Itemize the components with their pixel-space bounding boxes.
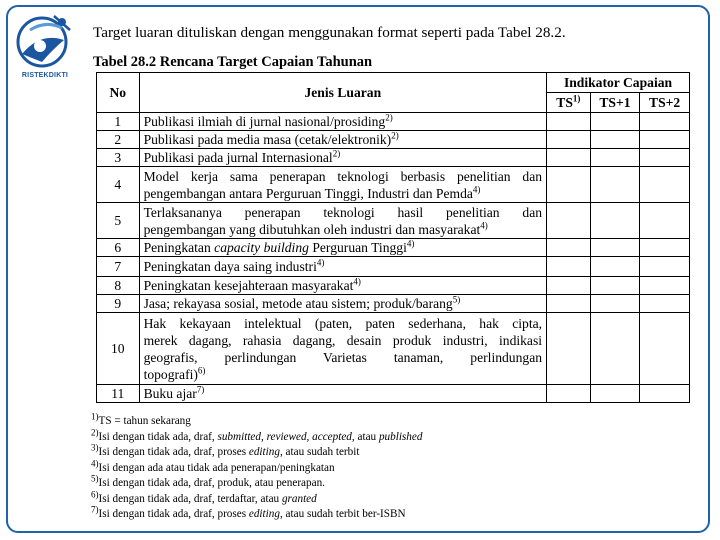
row-ts2-cell [640,313,690,385]
row-jenis-text: Perguruan Tinggi [308,240,407,255]
row-ts-cell [547,295,591,313]
header-no: No [97,73,140,113]
footnote-text: Isi dengan tidak ada, draf, terdaftar, atau [98,492,282,505]
row-jenis-luaran [139,257,546,277]
row-sup: 4) [406,238,415,249]
footnote [91,473,422,492]
row-ts2-cell [640,149,690,167]
row-ts-cell [547,203,591,239]
row-sup: 4) [480,219,488,230]
footnote-text: atau [354,430,379,443]
footnote-text: , atau sudah terbit ber-ISBN [279,508,406,520]
row-ts-cell [547,149,591,167]
table-row [97,131,690,149]
row-ts1-cell [590,149,640,167]
row-jenis-text: Buku ajar [143,386,197,401]
footnote-text: Isi dengan tidak ada, draf, proses [98,446,249,458]
row-jenis-text: Peningkatan daya saing industri [143,259,317,274]
row-jenis-line: pengembangan antara Perguruan Tinggi, Industri dan Pemda$^{4)}$ [143,183,481,201]
footnote-marker: 3) [91,442,99,453]
row-jenis-luaran [139,113,546,131]
row-jenis-luaran [139,203,546,239]
row-jenis-text: Jasa; rekayasa sosial, metode atau sistem; produk/barang [143,296,453,311]
footnotes [91,411,423,523]
slide-content [84,16,694,524]
row-ts2-cell [640,239,690,257]
footnote-text: Isi dengan tidak ada, draf, produk, atau penerapan. [98,477,325,489]
row-ts1-cell [590,167,640,203]
row-sup: 2) [391,130,399,141]
row-sup: 4) [472,183,481,194]
footnote-text: Isi dengan ada atau tidak ada penerapan/peningkatan [98,461,335,474]
row-ts1-cell [590,277,640,295]
row-ts-cell [547,131,591,149]
table-row [97,149,690,167]
footnote-emphasis: editing [248,446,280,458]
row-jenis-line: geografis, perlindungan Varietas tanaman, perlindungan [143,349,543,365]
table-row [97,257,690,277]
row-ts-cell [547,313,591,385]
row-ts2-cell [640,385,690,403]
row-ts-cell [547,277,591,295]
row-jenis-line: Hak kekayaan intelektual (paten, paten sederhana, hak cipta, [143,315,543,331]
table-caption: Tabel 28.2 Rencana Target Capaian Tahunan [93,54,373,70]
footnote [91,488,422,508]
row-ts2-cell [640,257,690,277]
row-ts2-cell [640,277,690,295]
row-no: 2 [97,131,140,149]
row-sup: 4) [316,257,325,268]
row-jenis-line: pengembangan yang dibutuhkan oleh industri dan masyarakat$^{4)}$ [143,219,488,237]
table-row [97,113,690,131]
row-no: 7 [97,257,140,277]
row-jenis-text: Publikasi ilmiah di jurnal nasional/prosiding [143,114,386,129]
row-no: 8 [97,277,140,295]
row-jenis-luaran [139,167,546,203]
header-ts: TS$^{1)}$ [547,93,591,113]
row-jenis-text: Peningkatan [143,240,215,255]
row-no: 1 [97,113,140,131]
footnote [91,504,422,523]
table-row [97,295,690,313]
target-table [96,72,690,403]
row-ts1-cell [590,295,640,313]
row-ts1-cell [590,239,640,257]
footnote [91,457,422,477]
header-ts-plus-1: TS+1 [590,93,640,113]
row-jenis-line: topografi)$^{6)}$ [143,364,206,382]
table-row [97,313,690,385]
row-ts1-cell [590,131,640,149]
row-jenis-luaran [139,131,546,149]
row-ts1-cell [590,203,640,239]
intro-text: Target luaran dituliskan dengan menggunakan format seperti pada Tabel 28.2. [93,24,566,41]
row-jenis-luaran [139,277,546,295]
header-ts-plus-2: TS+2 [640,93,690,113]
row-no: 10 [97,313,140,385]
footnote-marker: 4) [91,457,99,468]
footnote [91,426,423,446]
row-sup: 5) [452,294,461,305]
footnote [91,442,422,461]
footnote [91,411,422,430]
row-ts-cell [547,385,591,403]
row-no: 9 [97,295,140,313]
row-jenis-line: Model kerja sama penerapan teknologi berbasis penelitian dan [143,168,543,184]
table-row [97,203,690,239]
row-jenis-emphasis: capacity building [214,240,309,255]
row-ts1-cell [590,313,640,385]
row-sup: 2) [385,112,393,123]
footnote-emphasis: published [378,430,423,443]
footnote-marker: 2) [91,426,99,437]
row-ts1-cell [590,113,640,131]
row-jenis-text: Publikasi pada media masa (cetak/elektronik) [143,132,392,147]
row-ts2-cell [640,203,690,239]
row-jenis-text: Peningkatan kesejahteraan masyarakat [143,278,354,293]
row-ts-cell [547,167,591,203]
footnote-marker: 7) [91,504,99,515]
footnote-marker: 5) [91,473,99,484]
footnote-emphasis: editing [248,508,280,520]
row-sup: 4) [353,276,361,287]
row-sup: 6) [197,364,206,375]
row-ts-cell [547,113,591,131]
footnote-text: Isi dengan tidak ada, draf, proses [98,508,249,520]
row-ts2-cell [640,131,690,149]
footnote-emphasis: submitted, reviewed, accepted, [217,430,355,443]
table-row [97,277,690,295]
row-ts2-cell [640,295,690,313]
row-ts1-cell [590,257,640,277]
row-jenis-luaran [139,239,546,257]
footnote-marker: 6) [91,488,99,499]
table-row [97,385,690,403]
row-sup: 7) [196,384,205,395]
footnote-marker: 1) [91,411,99,422]
table-row [97,167,690,203]
row-no: 3 [97,149,140,167]
row-jenis-luaran [139,295,546,313]
row-no: 5 [97,203,140,239]
table-row [97,239,690,257]
row-jenis-text: Publikasi pada jurnal Internasional [143,150,333,165]
footnote-text: , atau sudah terbit [279,446,360,458]
header-jenis-luaran: Jenis Luaran [139,73,546,113]
row-jenis-line: merek dagang, rahasia dagang, desain produk industri, indikasi [143,332,543,348]
row-jenis-luaran [139,149,546,167]
row-ts2-cell [640,167,690,203]
footnote-text: TS = tahun sekarang [98,415,191,427]
row-jenis-luaran [139,313,546,385]
row-sup: 2) [332,148,341,159]
row-no: 11 [97,385,140,403]
row-ts2-cell [640,113,690,131]
row-ts-cell [547,239,591,257]
row-ts1-cell [590,385,640,403]
row-jenis-line: Terlaksananya penerapan teknologi hasil penelitian dan [143,204,543,220]
footnote-emphasis: granted [281,492,317,505]
footnote-text: Isi dengan tidak ada, draf, [98,430,218,443]
row-ts-cell [547,257,591,277]
row-jenis-luaran [139,385,546,403]
row-no: 6 [97,239,140,257]
header-indikator-capaian: Indikator Capaian [547,73,690,93]
row-no: 4 [97,167,140,203]
logo-text: RISTEKDIKTI [21,72,69,79]
